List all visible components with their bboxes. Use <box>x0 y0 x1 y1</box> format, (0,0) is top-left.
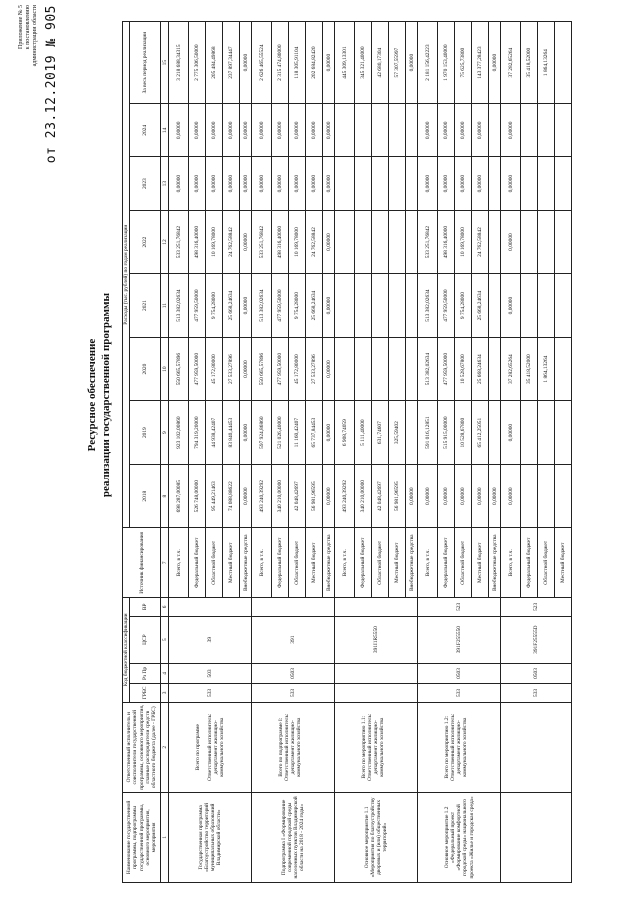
year-value-cell: 325,59402 <box>389 401 406 465</box>
table-row <box>418 22 438 883</box>
year-value-cell: 0,00000 <box>240 464 252 528</box>
funding-source-cell: Местный бюджет <box>389 528 406 598</box>
year-value-cell: 9 754,28000 <box>455 274 472 338</box>
total-value-cell: 1 970 153,40000 <box>438 22 455 104</box>
year-value-cell: 0,00000 <box>406 464 418 528</box>
year-value-cell: 0,00000 <box>501 401 521 465</box>
program-name-cell: Основное мероприятие 1.2 «Федеральный проект «Формирование комфортной городской среды» национального проекта «Жилье и городская среда» <box>418 792 501 882</box>
header-rzpr: Рз Пр <box>130 663 161 683</box>
year-value-cell: 10 528,67800 <box>455 337 472 401</box>
year-value-cell: 25 668,24634 <box>306 274 323 338</box>
year-value-cell: 0,00000 <box>223 104 240 157</box>
year-value-cell: 25 668,24634 <box>472 337 489 401</box>
total-value-cell: 2 315 474,80000 <box>272 22 289 104</box>
year-value-cell: 0,00000 <box>438 157 455 210</box>
year-value-cell: 0,00000 <box>501 464 521 528</box>
csr-cell: 391F255550 <box>418 616 501 663</box>
funding-source-cell: Местный бюджет <box>223 528 240 598</box>
year-value-cell <box>538 464 555 528</box>
year-value-cell: 498 316,40000 <box>189 210 206 274</box>
year-value-cell: 0,00000 <box>472 464 489 528</box>
program-name-cell: Основное мероприятие 1.1 «Мероприятия по благоустройству дворовых и (или) общественных территорий» <box>335 792 418 882</box>
year-value-cell: 0,00000 <box>189 157 206 210</box>
year-value-cell <box>521 401 538 465</box>
column-number: 1 <box>161 792 169 882</box>
year-value-cell: 74 088,88622 <box>223 464 240 528</box>
total-value-cell: 445 309,13301 <box>335 22 355 104</box>
year-value-cell: 477 959,50000 <box>438 337 455 401</box>
year-value-cell <box>555 464 572 528</box>
year-value-cell <box>489 274 501 338</box>
resource-table <box>122 21 572 883</box>
header-csr: ЦСР <box>130 616 161 663</box>
year-value-cell: 477 959,50000 <box>272 337 289 401</box>
year-value-cell: 0,00000 <box>223 157 240 210</box>
year-value-cell <box>355 274 372 338</box>
program-name-cell: Государственная программа «Благоустройство территорий муниципальных образований Владимирской области» <box>169 792 252 882</box>
total-value-cell: 2 181 156,42223 <box>418 22 438 104</box>
year-value-cell: 0,00000 <box>306 157 323 210</box>
year-value-cell: 550 665,57896 <box>169 337 189 401</box>
executor-cell <box>335 702 418 792</box>
year-value-cell: 477 959,50000 <box>438 274 455 338</box>
year-value-cell: 27 533,27896 <box>223 337 240 401</box>
year-value-cell: 597 924,86860 <box>252 401 272 465</box>
year-value-cell: 0,00000 <box>323 337 335 401</box>
year-value-cell: 42 048,42697 <box>372 464 389 528</box>
year-value-cell: 10 169,78000 <box>455 210 472 274</box>
year-value-cell: 0,00000 <box>418 104 438 157</box>
year-value-cell: 0,00000 <box>472 104 489 157</box>
year-value-cell <box>406 337 418 401</box>
year-value-cell: 56 981,96595 <box>389 464 406 528</box>
header-total: За весь период реализации <box>130 22 161 104</box>
year-value-cell: 498 316,40000 <box>272 210 289 274</box>
executor-cell <box>252 702 335 792</box>
year-value-cell: 0,00000 <box>323 157 335 210</box>
year-value-cell: 521 026,40000 <box>272 401 289 465</box>
year-value-cell: 0,00000 <box>323 274 335 338</box>
year-value-cell: 27 533,27896 <box>306 337 323 401</box>
year-value-cell: 5 111,40000 <box>355 401 372 465</box>
year-value-cell: 42 048,42697 <box>289 464 306 528</box>
total-value-cell: 0,00000 <box>240 22 252 104</box>
header-executor: Ответственный исполнитель и соисполнители государственной программы, основного мероприятия, главные распорядители средств областного бюджета (далее - ГРБС) <box>123 702 161 792</box>
year-value-cell <box>489 104 501 157</box>
header-grbs: ГРБС <box>130 684 161 702</box>
year-value-cell: 515 915,00000 <box>438 401 455 465</box>
year-value-cell: 0,00000 <box>272 104 289 157</box>
column-numbers-row <box>161 22 169 883</box>
funding-source-cell: Областной бюджет <box>538 528 555 598</box>
year-value-cell <box>489 337 501 401</box>
year-value-cell: 533 251,76842 <box>169 210 189 274</box>
year-value-cell: 11 160,42407 <box>289 401 306 465</box>
year-value-cell: 10 169,78000 <box>206 210 223 274</box>
year-value-cell <box>389 157 406 210</box>
year-value-cell <box>355 210 372 274</box>
year-value-cell <box>335 210 355 274</box>
appendix-note <box>18 5 39 145</box>
year-value-cell: 44 938,42407 <box>206 401 223 465</box>
year-value-cell: 0,00000 <box>289 157 306 210</box>
year-value-cell: 0,00000 <box>306 104 323 157</box>
year-value-cell: 498 316,40000 <box>438 210 455 274</box>
appendix-line-1: Приложение № 5 <box>18 5 24 49</box>
grbs-cell: 533 <box>418 684 501 702</box>
year-value-cell <box>521 104 538 157</box>
year-value-cell: 0,00000 <box>240 210 252 274</box>
year-value-cell: 65 737,84453 <box>306 401 323 465</box>
executor-cell <box>418 702 501 792</box>
year-value-cell: 35 418,52000 <box>521 337 538 401</box>
year-value-cell: 0,00000 <box>323 401 335 465</box>
year-value-cell: 0,00000 <box>240 104 252 157</box>
year-value-cell: 0,00000 <box>438 104 455 157</box>
year-value-cell: 0,00000 <box>455 464 472 528</box>
header-expenses: Расходы (тыс. рублей) по годам реализации <box>123 22 130 528</box>
table-row <box>252 22 272 883</box>
year-value-cell: 0,00000 <box>472 157 489 210</box>
year-value-cell: 340 210,00000 <box>355 464 372 528</box>
year-value-cell: 56 981,96595 <box>306 464 323 528</box>
rzpr-cell <box>335 663 418 683</box>
header-budget-code: Код бюджетной классификации <box>123 598 130 703</box>
funding-source-cell: Областной бюджет <box>372 528 389 598</box>
total-value-cell: 75 625,73800 <box>455 22 472 104</box>
year-value-cell: 0,00000 <box>501 274 521 338</box>
total-value-cell: 0,00000 <box>323 22 335 104</box>
grbs-cell: 533 <box>252 684 335 702</box>
funding-source-cell: Внебюджетные средства <box>240 528 252 598</box>
rzpr-cell: 0503 <box>252 663 335 683</box>
total-value-cell: 57 307,55997 <box>389 22 406 104</box>
funding-source-cell: Федеральный бюджет <box>272 528 289 598</box>
year-value-cell: 0,00000 <box>289 104 306 157</box>
executor-cell <box>501 702 572 792</box>
year-value-cell: 0,00000 <box>240 337 252 401</box>
year-value-cell: 10 169,78000 <box>289 210 306 274</box>
year-value-cell: 0,00000 <box>240 274 252 338</box>
funding-source-cell: Федеральный бюджет <box>189 528 206 598</box>
rzpr-cell: 0503 <box>501 663 572 683</box>
funding-source-cell: Внебюджетные средства <box>489 528 501 598</box>
year-value-cell <box>555 274 572 338</box>
csr-cell: 391 <box>252 616 335 663</box>
column-number: 5 <box>161 616 169 663</box>
year-value-cell: 0,00000 <box>455 104 472 157</box>
year-value-cell <box>521 157 538 210</box>
year-value-cell: 340 210,00000 <box>272 464 289 528</box>
year-value-cell: 0,00000 <box>252 157 272 210</box>
year-value-cell: 493 240,39292 <box>335 464 355 528</box>
year-value-cell <box>355 157 372 210</box>
header-year: 2021 <box>130 274 161 338</box>
total-value-cell: 37 282,65264 <box>501 22 521 104</box>
year-value-cell: 698 287,00085 <box>169 464 189 528</box>
year-value-cell <box>555 337 572 401</box>
header-source: Источник финансирования <box>123 528 161 598</box>
year-value-cell: 0,00000 <box>501 157 521 210</box>
header-name: Наименование государственной программы, подпрограммы государственной программы, основного мероприятия, мероприятия <box>123 792 161 882</box>
year-value-cell <box>555 104 572 157</box>
year-value-cell: 37 282,65264 <box>501 337 521 401</box>
appendix-line-2: к постановлению <box>25 5 31 50</box>
grbs-cell: 533 <box>501 684 572 702</box>
year-value-cell <box>406 104 418 157</box>
year-value-cell: 24 762,58842 <box>306 210 323 274</box>
grbs-cell: 533 <box>169 684 252 702</box>
year-value-cell: 923 102,00860 <box>169 401 189 465</box>
year-value-cell <box>372 210 389 274</box>
program-name-cell <box>501 792 572 882</box>
year-value-cell <box>521 210 538 274</box>
column-number: 3 <box>161 684 169 702</box>
year-value-cell <box>335 337 355 401</box>
year-value-cell <box>538 157 555 210</box>
column-number: 6 <box>161 598 169 616</box>
column-number: 10 <box>161 337 169 401</box>
column-number: 14 <box>161 104 169 157</box>
table-row <box>335 22 355 883</box>
year-value-cell <box>489 401 501 465</box>
year-value-cell: 533 251,76842 <box>252 210 272 274</box>
total-value-cell: 3 218 688,34315 <box>169 22 189 104</box>
header-year: 2020 <box>130 337 161 401</box>
year-value-cell: 0,00000 <box>489 464 501 528</box>
header-vr: ВР <box>130 598 161 616</box>
year-value-cell <box>335 274 355 338</box>
column-number: 7 <box>161 528 169 598</box>
executor-total-label: Всего по программе <box>194 724 201 771</box>
column-number: 9 <box>161 401 169 465</box>
year-value-cell <box>538 401 555 465</box>
csr-cell: 391F25555D <box>501 616 572 663</box>
year-value-cell: 10 528,67800 <box>455 401 472 465</box>
year-value-cell: 550 665,57896 <box>252 337 272 401</box>
year-value-cell: 591 016,12851 <box>418 401 438 465</box>
funding-source-cell: Всего, в т.ч. <box>252 528 272 598</box>
year-value-cell: 45 172,80000 <box>289 337 306 401</box>
year-value-cell <box>555 210 572 274</box>
year-value-cell: 0,00000 <box>169 157 189 210</box>
total-value-cell: 237 897,34447 <box>223 22 240 104</box>
total-value-cell: 345 321,40000 <box>355 22 372 104</box>
year-value-cell: 477 959,50000 <box>272 274 289 338</box>
year-value-cell <box>389 104 406 157</box>
year-value-cell: 477 959,50000 <box>189 337 206 401</box>
year-value-cell: 477 959,50000 <box>189 274 206 338</box>
funding-source-cell: Местный бюджет <box>306 528 323 598</box>
funding-source-cell: Областной бюджет <box>455 528 472 598</box>
funding-source-cell: Всего, в т.ч. <box>501 528 521 598</box>
year-value-cell <box>555 401 572 465</box>
year-value-cell <box>355 337 372 401</box>
column-number: 15 <box>161 22 169 104</box>
document-title: Ресурсное обеспечение <box>86 338 98 452</box>
year-value-cell: 24 762,58842 <box>472 210 489 274</box>
header-year: 2023 <box>130 157 161 210</box>
year-value-cell: 526 748,00000 <box>189 464 206 528</box>
executor-cell <box>169 702 252 792</box>
year-value-cell: 0,00000 <box>323 104 335 157</box>
year-value-cell: 0,00000 <box>418 157 438 210</box>
total-value-cell: 143 377,28423 <box>472 22 489 104</box>
date-number-stamp: от 23.12.2019 № 905 <box>44 5 59 164</box>
vr-cell <box>335 598 418 616</box>
header-year: 2022 <box>130 210 161 274</box>
year-value-cell: 1 864,13264 <box>538 337 555 401</box>
year-value-cell: 0,00000 <box>501 104 521 157</box>
vr-cell: 523 <box>501 598 572 616</box>
total-value-cell: 205 484,49868 <box>206 22 223 104</box>
year-value-cell <box>489 157 501 210</box>
year-value-cell <box>521 464 538 528</box>
year-value-cell: 24 762,58842 <box>223 210 240 274</box>
year-value-cell <box>538 104 555 157</box>
year-value-cell: 0,00000 <box>418 464 438 528</box>
vr-cell: 523 <box>418 598 501 616</box>
header-year: 2018 <box>130 464 161 528</box>
year-value-cell: 0,00000 <box>272 157 289 210</box>
header-year: 2024 <box>130 104 161 157</box>
year-value-cell <box>521 274 538 338</box>
total-value-cell: 0,00000 <box>489 22 501 104</box>
appendix-line-3: администрации области <box>32 5 38 67</box>
year-value-cell <box>372 337 389 401</box>
year-value-cell: 25 668,24634 <box>472 274 489 338</box>
executor-total-label: Всего по мероприятию 1.1: Ответственный исполнитель: департамент жилищно-коммунального хозяйства <box>360 713 386 781</box>
program-name-cell: Подпрограмма I «Формирование современной городской среды населенных пунктов Владимирской области на 2018 - 2024 годы» <box>252 792 335 882</box>
year-value-cell <box>355 104 372 157</box>
year-value-cell: 513 382,02634 <box>418 274 438 338</box>
year-value-cell: 0,00000 <box>252 104 272 157</box>
year-value-cell: 493 240,39292 <box>252 464 272 528</box>
year-value-cell <box>389 274 406 338</box>
year-value-cell: 0,00000 <box>169 104 189 157</box>
year-value-cell: 0,00000 <box>438 464 455 528</box>
column-number: 11 <box>161 274 169 338</box>
year-value-cell: 513 382,02634 <box>169 274 189 338</box>
funding-source-cell: Областной бюджет <box>206 528 223 598</box>
csr-cell: 391I1R5550 <box>335 616 418 663</box>
year-value-cell <box>372 104 389 157</box>
year-value-cell <box>555 157 572 210</box>
year-value-cell: 0,00000 <box>323 464 335 528</box>
total-value-cell: 2 626 465,55524 <box>252 22 272 104</box>
table-body <box>169 22 572 883</box>
year-value-cell <box>489 210 501 274</box>
year-value-cell: 25 668,24634 <box>223 274 240 338</box>
funding-source-cell: Всего, в т.ч. <box>418 528 438 598</box>
year-value-cell: 83 840,44453 <box>223 401 240 465</box>
total-value-cell: 0,00000 <box>406 22 418 104</box>
year-value-cell: 45 172,80000 <box>206 337 223 401</box>
executor-total-label: Всего по подпрограмме I: Ответственный исполнитель: департамент жилищно-коммунального хозяйства <box>277 713 303 781</box>
total-value-cell: 2 775 306,50000 <box>189 22 206 104</box>
year-value-cell <box>538 274 555 338</box>
year-value-cell: 794 319,20000 <box>189 401 206 465</box>
total-value-cell: 118 305,91104 <box>289 22 306 104</box>
year-value-cell: 533 251,76842 <box>418 210 438 274</box>
total-value-cell: 35 418,52000 <box>521 22 538 104</box>
year-value-cell: 95 449,21463 <box>206 464 223 528</box>
total-value-cell: 202 684,82420 <box>306 22 323 104</box>
grbs-cell <box>335 684 418 702</box>
total-value-cell: 1 864,13264 <box>538 22 555 104</box>
year-value-cell: 0,00000 <box>240 401 252 465</box>
table-row <box>501 22 521 883</box>
year-value-cell <box>406 401 418 465</box>
funding-source-cell: Федеральный бюджет <box>521 528 538 598</box>
vr-cell <box>252 598 335 616</box>
year-value-cell: 0,00000 <box>323 210 335 274</box>
year-value-cell: 0,00000 <box>206 157 223 210</box>
funding-source-cell: Внебюджетные средства <box>406 528 418 598</box>
column-number: 13 <box>161 157 169 210</box>
table-row <box>169 22 189 883</box>
year-value-cell: 9 754,28000 <box>289 274 306 338</box>
year-value-cell <box>538 210 555 274</box>
year-value-cell: 631,74607 <box>372 401 389 465</box>
year-value-cell <box>335 104 355 157</box>
year-value-cell <box>372 274 389 338</box>
year-value-cell: 9 754,28000 <box>206 274 223 338</box>
year-value-cell: 65 412,25051 <box>472 401 489 465</box>
year-value-cell <box>389 210 406 274</box>
year-value-cell <box>406 210 418 274</box>
csr-cell: 39 <box>169 616 252 663</box>
year-value-cell <box>406 157 418 210</box>
funding-source-cell: Внебюджетные средства <box>323 528 335 598</box>
column-number: 12 <box>161 210 169 274</box>
column-number: 4 <box>161 663 169 683</box>
executor-responsible-label: Ответственный исполнитель: департамент жилищно-коммунального хозяйства <box>207 713 226 781</box>
year-value-cell: 513 382,02634 <box>252 274 272 338</box>
year-value-cell: 0,00000 <box>455 157 472 210</box>
funding-source-cell: Федеральный бюджет <box>355 528 372 598</box>
document-subtitle: реализации государственной программы <box>100 292 112 498</box>
funding-source-cell: Федеральный бюджет <box>438 528 455 598</box>
year-value-cell: 513 382,02634 <box>418 337 438 401</box>
year-value-cell <box>389 337 406 401</box>
total-value-cell: 42 680,17304 <box>372 22 389 104</box>
year-value-cell: 0,00000 <box>501 210 521 274</box>
funding-source-cell: Всего, в т.ч. <box>169 528 189 598</box>
header-year: 2019 <box>130 401 161 465</box>
rzpr-cell: 0503 <box>418 663 501 683</box>
funding-source-cell: Местный бюджет <box>555 528 572 598</box>
year-value-cell: 6 908,74059 <box>335 401 355 465</box>
vr-cell <box>169 598 252 616</box>
total-value-cell <box>555 22 572 104</box>
year-value-cell: 0,00000 <box>206 104 223 157</box>
executor-total-label: Всего по мероприятию 1.2: Ответственный исполнитель: департамент жилищно-коммунального хозяйства <box>443 713 469 781</box>
funding-source-cell: Местный бюджет <box>472 528 489 598</box>
funding-source-cell: Всего, в т.ч. <box>335 528 355 598</box>
year-value-cell <box>406 274 418 338</box>
year-value-cell: 0,00000 <box>240 157 252 210</box>
year-value-cell: 0,00000 <box>189 104 206 157</box>
column-number: 2 <box>161 702 169 792</box>
year-value-cell <box>335 157 355 210</box>
year-value-cell <box>372 157 389 210</box>
funding-source-cell: Областной бюджет <box>289 528 306 598</box>
column-number: 8 <box>161 464 169 528</box>
rzpr-cell: 503 <box>169 663 252 683</box>
